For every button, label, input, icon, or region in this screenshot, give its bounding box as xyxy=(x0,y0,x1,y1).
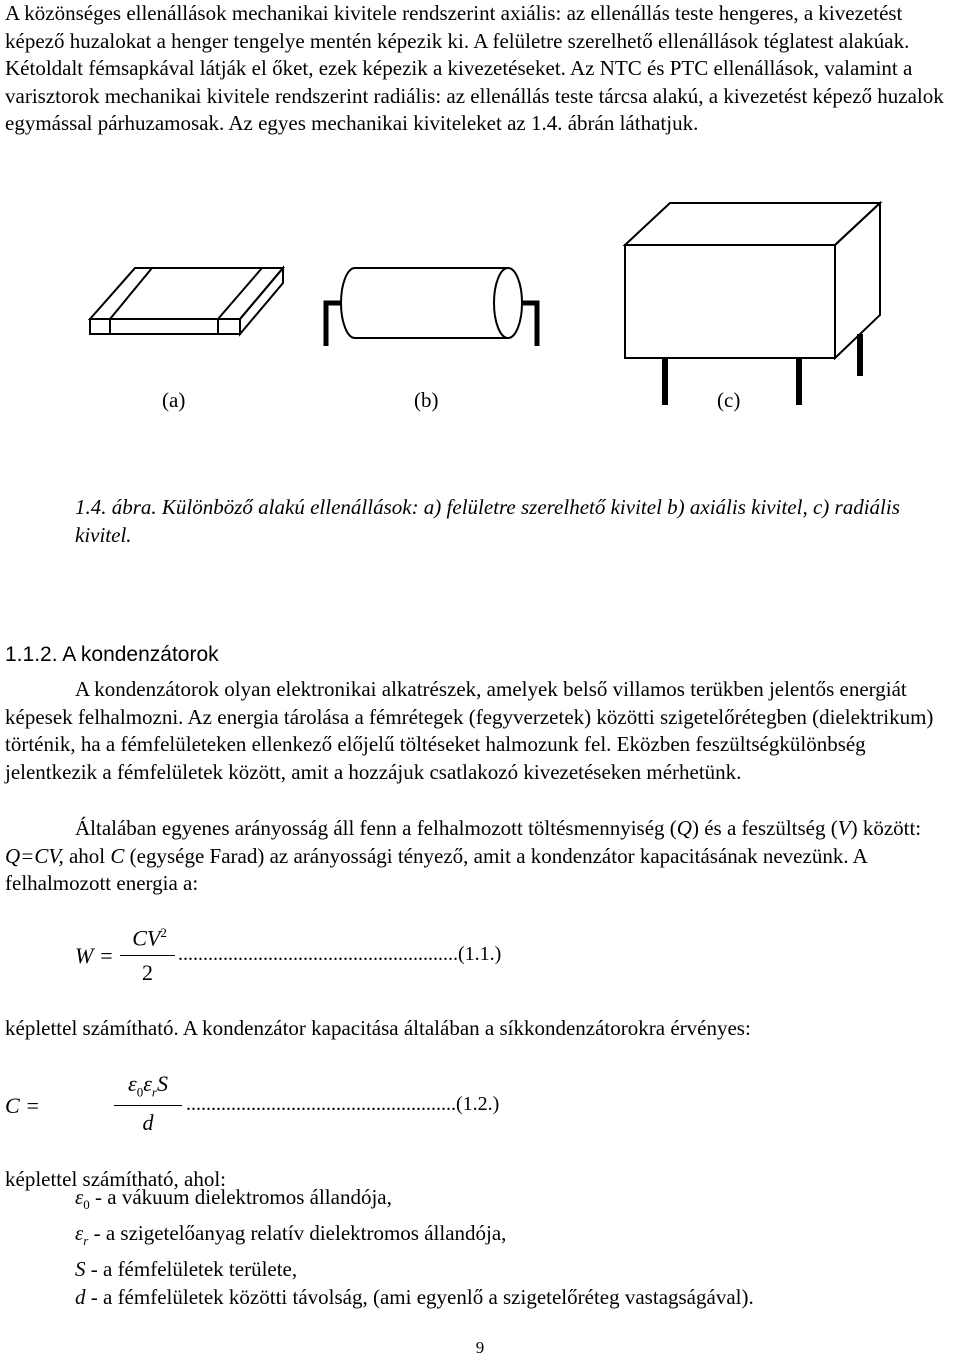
definition-item xyxy=(75,1283,754,1311)
figure-label-a: (a) xyxy=(162,388,186,412)
symbol-v: V xyxy=(837,816,851,840)
eq2-eps0: ε xyxy=(128,1071,137,1096)
def-text: - a fémfelületek közötti távolság, (ami egyenlő a szigetelőréteg vastagságával). xyxy=(85,1285,754,1310)
inline-equation: Q=CV, xyxy=(5,843,64,868)
intro-text-1: A közönséges ellenállások mechanikai kivitele rendszerint axiális: az ellenállás teste hengeres, a kivezetést képező huzalokat a henger tengelye mentén képezik ki. A felületre szerelhető ellenállások téglatest alakúak. Kétoldalt fémsapkával látják el őket, ezek képezik a kivezetéseket. xyxy=(5,1,910,80)
definition-item xyxy=(75,1255,754,1283)
def-symbol: ε xyxy=(75,1221,84,1246)
capacitor-paragraph-2 xyxy=(5,815,955,898)
eq2-fraction-bar xyxy=(114,1105,182,1106)
eq2-sub0: 0 xyxy=(136,1084,144,1100)
eq2-epsr: ε xyxy=(143,1071,152,1096)
eq1-num-sup: 2 xyxy=(160,925,167,940)
eq1-numerator xyxy=(122,925,177,951)
eq1-num-text: CV xyxy=(132,925,161,951)
intro-paragraph xyxy=(5,0,955,138)
intro-text-2: Az NTC és PTC ellenállások, valamint a varisztorok mechanikai kivitele rendszerint radiális: az ellenállás teste tárcsa alakú, a kivezetést képező huzalok egymással párhuzamosak. Az egyes mechanikai kiviteleket az 1.4. ábrán láthatjuk. xyxy=(5,56,944,135)
def-symbol: ε xyxy=(75,1185,84,1209)
def-sub: 0 xyxy=(83,1197,90,1213)
p2-text-a: Általában egyenes arányosság áll fenn a felhalmozott töltésmennyiség ( xyxy=(75,816,677,840)
p2-text-e: (egysége Farad) az arányossági tényező, amit a kondenzátor kapacitásának nevezünk. A felhalmozott energia a: xyxy=(5,843,867,895)
figure-label-b: (b) xyxy=(414,388,439,412)
eq1-denominator: 2 xyxy=(142,960,153,985)
figure-label-c: (c) xyxy=(717,388,741,412)
figure-resistor-shapes xyxy=(0,200,960,460)
def-text: - a szigetelőanyag relatív dielektromos állandója, xyxy=(88,1221,507,1246)
definition-item xyxy=(75,1219,754,1255)
resistor-drawings xyxy=(0,200,960,460)
after-eq2-text: képlettel számítható, ahol: xyxy=(5,1167,227,1191)
eq2-lhs: C = xyxy=(5,1093,41,1118)
radial-resistor-drawing xyxy=(625,203,880,405)
def-symbol: S xyxy=(75,1257,86,1282)
symbol-c: C xyxy=(110,843,125,868)
capacitor-paragraph-1 xyxy=(5,676,955,786)
eq1-fraction-bar xyxy=(120,955,175,956)
p2-text-b: ) és a feszültség ( xyxy=(691,816,838,840)
section-heading: 1.1.2. A kondenzátorok xyxy=(5,643,219,666)
p2-text-c: ) között: xyxy=(850,816,922,840)
symbol-definitions xyxy=(75,1183,754,1311)
eq2-subr: r xyxy=(151,1084,157,1100)
eq1-lhs: W = xyxy=(75,943,114,968)
eq2-s: S xyxy=(156,1071,168,1096)
def-sub: r xyxy=(83,1233,89,1249)
page-number: 9 xyxy=(475,1338,485,1357)
capacitor-text-1: A kondenzátorok olyan elektronikai alkatrészek, amelyek belső villamos terükben jelentős energiát képesek felhalmozni. Az energia tárolása a fémrétegek (fegyverzetek) közötti szigetelőrétegben (dielektrikum) történik, ha a fémfelületeken ellenkező előjelű töltéseket halmozunk fel. Eközben feszültségkülönbség jelentkezik a fémfelületek között, amit a hozzájuk csatlakozó kivezetéseken mérhetünk. xyxy=(5,677,934,784)
def-symbol: d xyxy=(75,1285,86,1310)
eq2-denominator: d xyxy=(142,1110,154,1135)
def-text: - a fémfelületek területe, xyxy=(85,1257,298,1282)
def-text: - a vákuum dielektromos állandója, xyxy=(89,1185,392,1209)
symbol-q: Q xyxy=(676,816,692,840)
axial-resistor-drawing xyxy=(326,268,537,346)
eq2-numerator xyxy=(114,1071,182,1100)
smd-resistor-drawing xyxy=(90,268,283,334)
figure-caption: 1.4. ábra. Különböző alakú ellenállások: a) felületre szerelhető kivitel b) axiális kivitel, c) radiális kivitel. xyxy=(75,495,900,547)
eq2-tail: ......................................................(1.2.) xyxy=(186,1093,500,1115)
definition-item xyxy=(75,1183,754,1219)
after-eq1-text: képlettel számítható. A kondenzátor kapacitása általában a síkkondenzátorokra érvényes: xyxy=(5,1016,751,1040)
p2-text-d: ahol xyxy=(63,843,111,868)
eq1-tail: ........................................................(1.1.) xyxy=(178,943,502,965)
